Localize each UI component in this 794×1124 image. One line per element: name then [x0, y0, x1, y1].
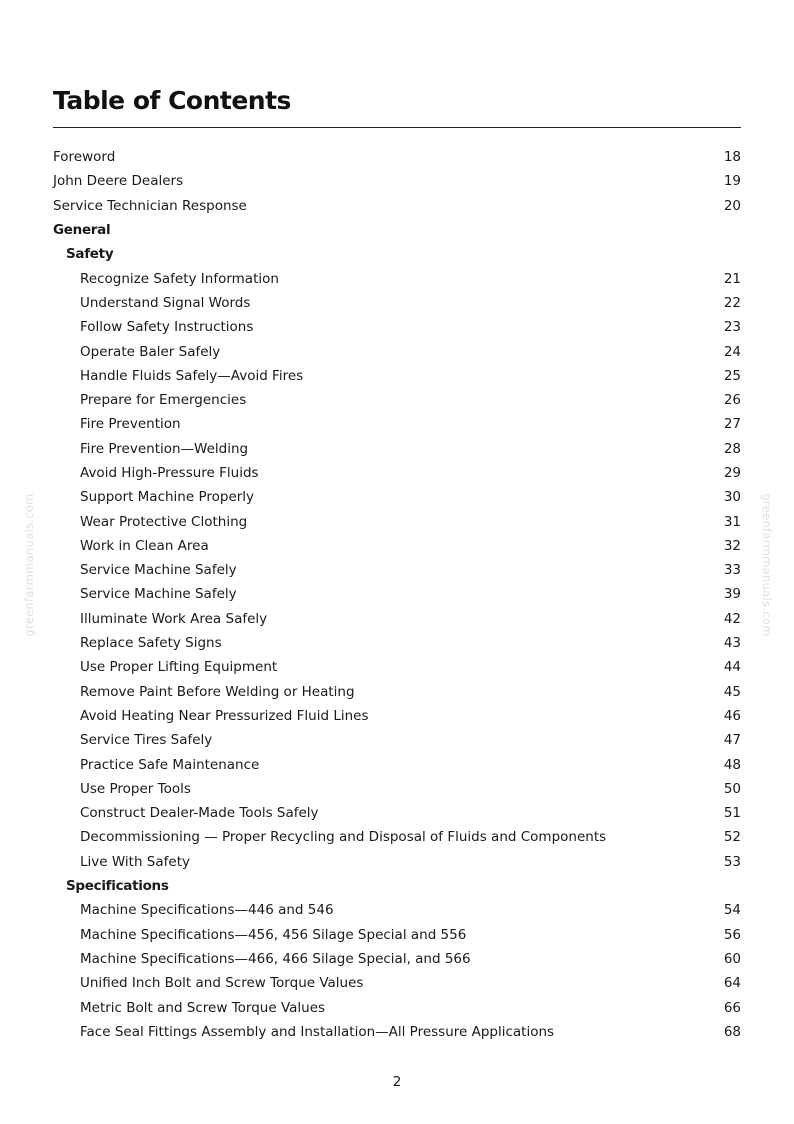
- toc-entry-page-number: 26: [723, 392, 741, 409]
- toc-entry[interactable]: [53, 291, 741, 315]
- toc-entry[interactable]: [53, 655, 741, 679]
- toc-entry-label: Unified Inch Bolt and Screw Torque Values: [80, 975, 364, 992]
- toc-entry[interactable]: [53, 850, 741, 874]
- toc-entry-page-number: 66: [723, 999, 741, 1016]
- toc-entry-label: Service Technician Response: [53, 197, 247, 214]
- toc-entry-label: Service Machine Safely: [80, 562, 237, 579]
- toc-entry[interactable]: [53, 752, 741, 776]
- toc-entry[interactable]: [53, 485, 741, 509]
- page-title: Table of Contents: [53, 86, 291, 115]
- toc-entry-label: Decommissioning — Proper Recycling and Disposal of Fluids and Components: [80, 829, 607, 846]
- toc-entry-label: Prepare for Emergencies: [80, 392, 247, 409]
- toc-entry-label: John Deere Dealers: [53, 173, 184, 190]
- toc-entry-page-number: 68: [723, 1023, 741, 1040]
- page-number: 2: [392, 1074, 402, 1090]
- toc-entry[interactable]: [53, 364, 741, 388]
- toc-entry[interactable]: [53, 728, 741, 752]
- toc-entry[interactable]: [53, 680, 741, 704]
- watermark-right: greenfarmmanuals.com: [760, 493, 774, 637]
- toc-entry-page-number: 19: [723, 173, 741, 190]
- toc-entry[interactable]: [53, 777, 741, 801]
- toc-entry-label: General: [53, 222, 111, 239]
- toc-entry-page-number: 43: [723, 635, 741, 652]
- toc-entry-label: Fire Prevention: [80, 416, 181, 433]
- toc-entry-page-number: 53: [723, 853, 741, 870]
- toc-entry-page-number: 46: [723, 707, 741, 724]
- toc-entry[interactable]: [53, 631, 741, 655]
- toc-entry[interactable]: [53, 825, 741, 849]
- toc-entry-label: Practice Safe Maintenance: [80, 756, 260, 773]
- toc-entry-label: Live With Safety: [80, 853, 190, 870]
- toc-entry-label: Use Proper Lifting Equipment: [80, 659, 278, 676]
- toc-entry-label: Wear Protective Clothing: [80, 513, 248, 530]
- toc-entry-label: Illuminate Work Area Safely: [80, 610, 268, 627]
- toc-entry-page-number: 56: [723, 926, 741, 943]
- toc-entry-label: Face Seal Fittings Assembly and Installation—All Pressure Applications: [80, 1023, 555, 1040]
- toc-section-heading: [53, 218, 741, 242]
- toc-entry-page-number: 25: [723, 367, 741, 384]
- toc-entry[interactable]: [53, 534, 741, 558]
- toc-entry[interactable]: [53, 412, 741, 436]
- toc-entry-label: Handle Fluids Safely—Avoid Fires: [80, 367, 304, 384]
- toc-entry[interactable]: [53, 145, 741, 169]
- toc-entry-page-number: 60: [723, 950, 741, 967]
- toc-entry-page-number: 64: [723, 975, 741, 992]
- toc-entry-label: Metric Bolt and Screw Torque Values: [80, 999, 326, 1016]
- toc-entry-label: Avoid High-Pressure Fluids: [80, 465, 259, 481]
- toc-entry-page-number: 47: [723, 732, 741, 749]
- title-divider: [53, 127, 741, 128]
- toc-entry-page-number: 42: [723, 610, 741, 627]
- toc-entry[interactable]: [53, 509, 741, 533]
- toc-entry-page-number: 52: [723, 829, 741, 846]
- toc-entry-page-number: 45: [723, 683, 741, 700]
- toc-entry[interactable]: [53, 971, 741, 995]
- toc-entry-page-number: 28: [723, 440, 741, 457]
- toc-entry-page-number: 22: [723, 294, 741, 311]
- toc-entry-label: Safety: [66, 246, 114, 263]
- toc-entry[interactable]: [53, 437, 741, 461]
- toc-entry-label: Replace Safety Signs: [80, 635, 222, 652]
- toc-entry-label: Machine Specifications—466, 466 Silage Special, and 566: [80, 950, 471, 967]
- toc-entry-page-number: 33: [723, 562, 741, 579]
- toc-entry-page-number: 24: [723, 343, 741, 360]
- toc-entry-label: Service Machine Safely: [80, 586, 237, 603]
- toc-entry-page-number: 23: [723, 319, 741, 336]
- toc-entry[interactable]: [53, 194, 741, 218]
- toc-entry[interactable]: [53, 315, 741, 339]
- toc-entry-label: Machine Specifications—456, 456 Silage Special and 556: [80, 926, 467, 943]
- toc-entry-label: Support Machine Properly: [80, 489, 255, 506]
- toc-entry-page-number: 20: [723, 197, 741, 214]
- toc-entry[interactable]: [53, 388, 741, 412]
- toc-entry-label: Use Proper Tools: [80, 780, 191, 797]
- toc-entry[interactable]: [53, 266, 741, 290]
- toc-entry[interactable]: [53, 1020, 741, 1044]
- toc-entry-label: Avoid Heating Near Pressurized Fluid Lines: [80, 707, 369, 724]
- toc-entry-page-number: 29: [723, 465, 741, 481]
- toc-entry[interactable]: [53, 947, 741, 971]
- toc-entry[interactable]: [53, 704, 741, 728]
- toc-entry-page-number: 39: [723, 586, 741, 603]
- toc-entry-page-number: 54: [723, 902, 741, 919]
- toc-entry-page-number: 27: [723, 416, 741, 433]
- toc-entry-page-number: 30: [723, 489, 741, 506]
- toc-entry-label: Understand Signal Words: [80, 294, 251, 311]
- toc-entry[interactable]: [53, 995, 741, 1019]
- toc-entry-page-number: 44: [723, 659, 741, 676]
- toc-entry-page-number: 18: [723, 149, 741, 166]
- toc-entry-label: Remove Paint Before Welding or Heating: [80, 683, 355, 700]
- toc-entry-label: Recognize Safety Information: [80, 270, 279, 287]
- toc-entry[interactable]: [53, 461, 741, 485]
- toc-entry[interactable]: [53, 923, 741, 947]
- toc-entry[interactable]: [53, 607, 741, 631]
- watermark-left: greenfarmmanuals.com: [22, 493, 36, 637]
- toc-entry[interactable]: [53, 582, 741, 606]
- toc-entry-label: Operate Baler Safely: [80, 343, 221, 360]
- toc-entry-page-number: 31: [723, 513, 741, 530]
- toc-entry-label: Specifications: [66, 878, 169, 895]
- toc-entry[interactable]: [53, 801, 741, 825]
- toc-entry[interactable]: [53, 339, 741, 363]
- toc-entry-page-number: 51: [723, 805, 741, 822]
- toc-entry-label: Construct Dealer-Made Tools Safely: [80, 805, 319, 822]
- toc-entry-label: Foreword: [53, 149, 116, 166]
- toc-entry-page-number: 32: [723, 537, 741, 554]
- toc-entry-label: Follow Safety Instructions: [80, 319, 254, 336]
- toc-section-heading: [53, 242, 741, 266]
- toc-entry[interactable]: [53, 898, 741, 922]
- toc-entry-label: Work in Clean Area: [80, 537, 209, 554]
- toc-section-heading: [53, 874, 741, 898]
- table-of-contents: [53, 145, 741, 1044]
- toc-entry-page-number: 48: [723, 756, 741, 773]
- toc-entry-page-number: 50: [723, 780, 741, 797]
- toc-entry-label: Service Tires Safely: [80, 732, 213, 749]
- toc-entry-label: Fire Prevention—Welding: [80, 440, 249, 457]
- toc-entry[interactable]: [53, 558, 741, 582]
- toc-entry-page-number: 21: [723, 270, 741, 287]
- toc-entry-label: Machine Specifications—446 and 546: [80, 902, 334, 919]
- toc-entry[interactable]: [53, 169, 741, 193]
